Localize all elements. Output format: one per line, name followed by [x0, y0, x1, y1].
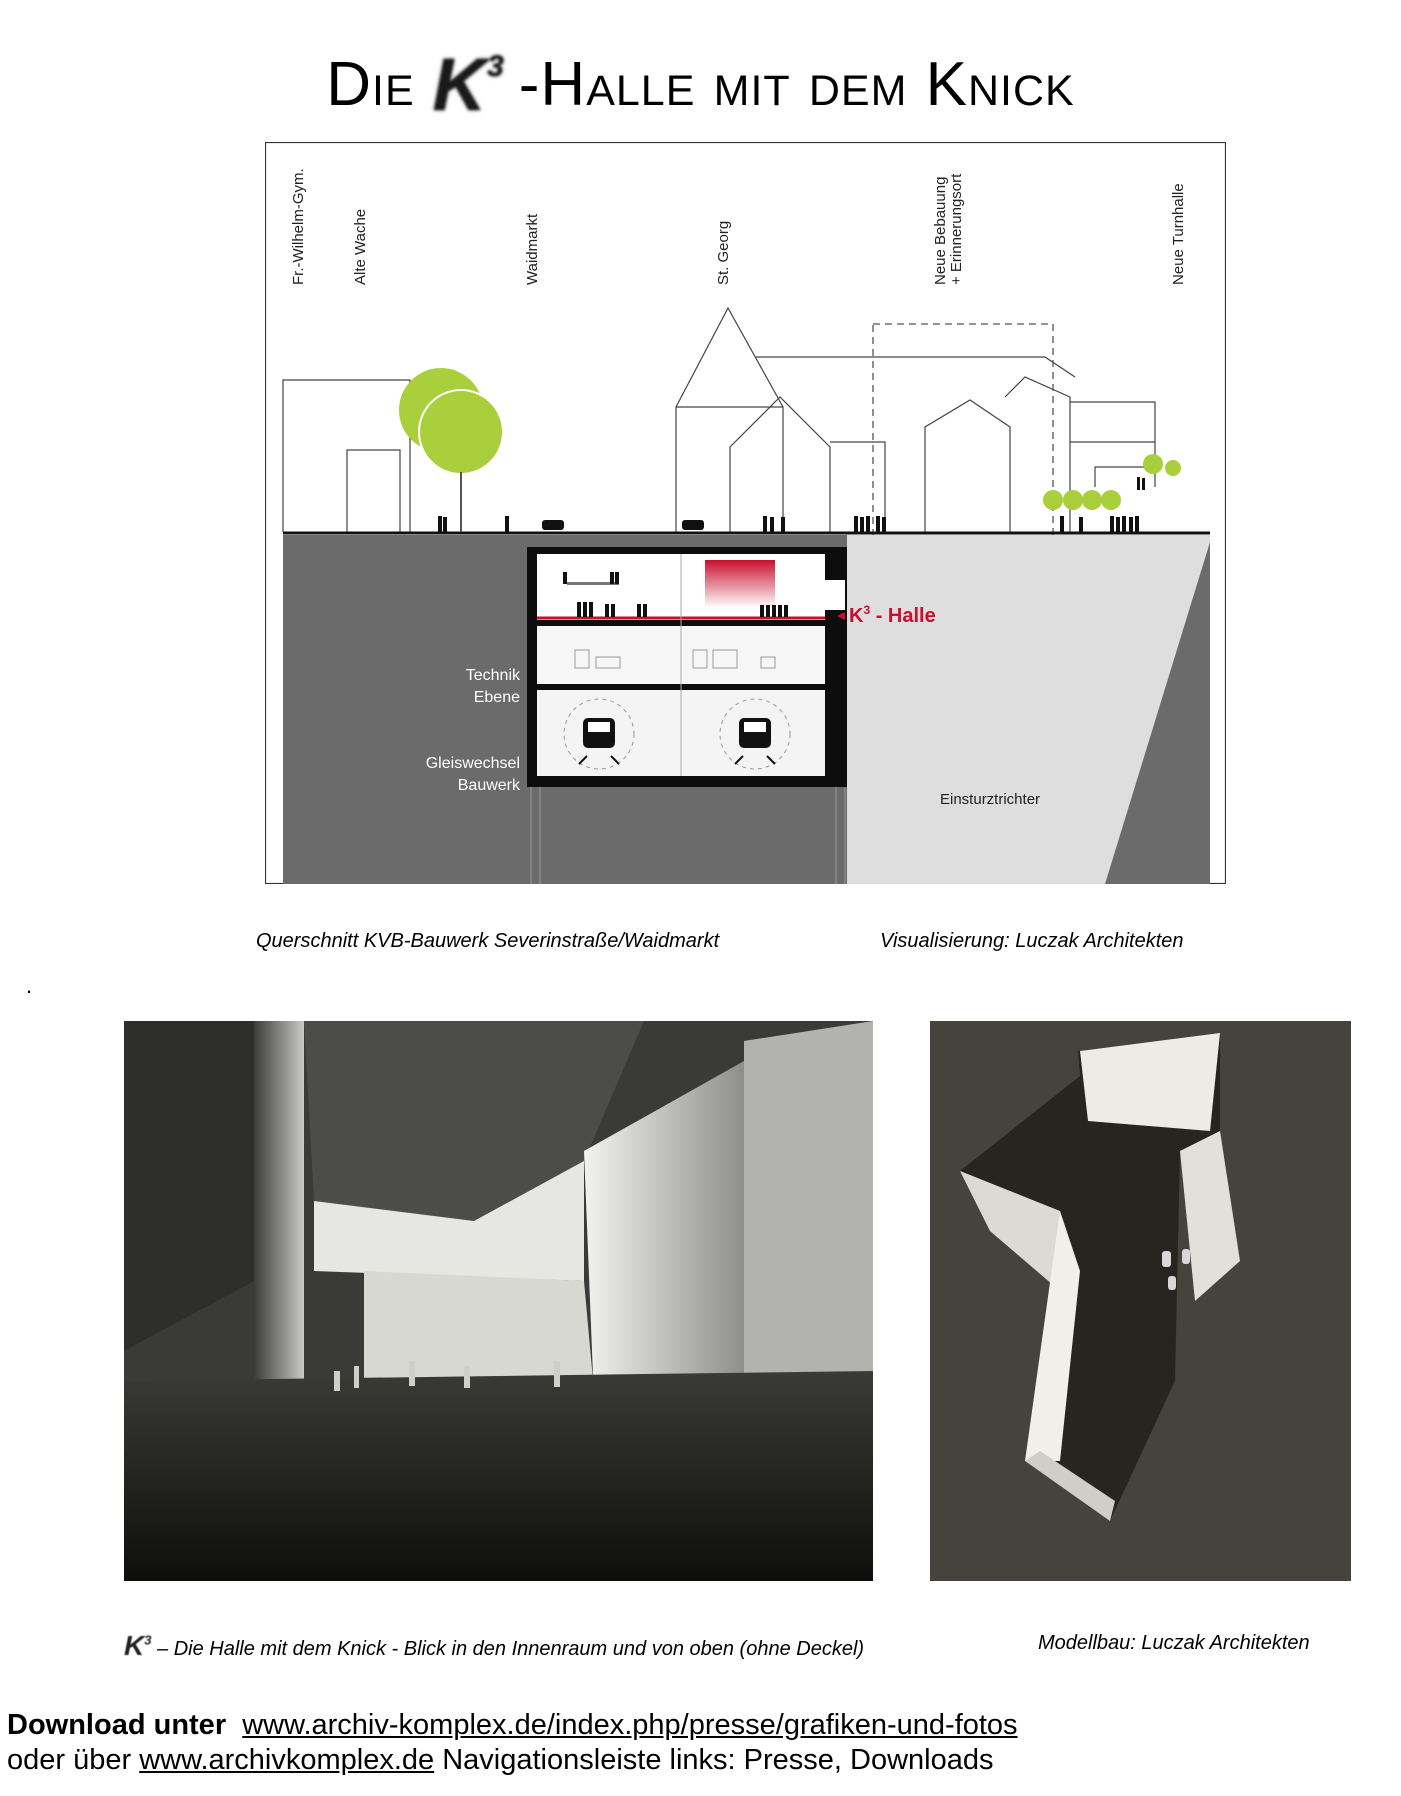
download-line-1 [7, 1711, 1018, 1740]
logo-letter: K [432, 43, 488, 126]
section-caption-left: Querschnitt KVB-Bauwerk Severinstraße/Waidmarkt [256, 930, 720, 952]
download-link-home[interactable]: www.archivkomplex.de [139, 1744, 435, 1776]
hall-installation-red [705, 560, 775, 608]
model-top-view-photo [930, 1021, 1351, 1581]
download-label: Download unter [7, 1709, 227, 1741]
model-interior-photo [124, 1021, 873, 1581]
download-prefix: oder über [7, 1744, 132, 1776]
funnel-label: Einsturztrichter [940, 791, 1041, 808]
label-neue-bebauung: Neue Bebauung [932, 176, 949, 285]
logo-superscript: 3 [487, 50, 505, 84]
label-erinnerungsort: + Erinnerungsort [948, 173, 965, 285]
label-waidmarkt: Waidmarkt [524, 213, 541, 285]
download-line-2 [7, 1746, 993, 1775]
k3-hall-label: $K^3$ - Halle [849, 603, 936, 627]
cross-section-figure [265, 142, 1226, 884]
gleis-label-line2: Bauwerk [457, 777, 520, 794]
separator-dot: . [26, 973, 33, 998]
photo-caption-text: – Die Halle mit dem Knick - Blick in den Innenraum und von oben (ohne Deckel) [151, 1638, 865, 1660]
label-neue-turnhalle: Neue Turnhalle [1170, 183, 1187, 285]
title-prefix: Die [326, 50, 415, 119]
gleis-label-line1: Gleiswechsel [425, 755, 520, 772]
section-caption-right: Visualisierung: Luczak Architekten [880, 930, 1184, 952]
photo-caption-k3-logo: $K^3$ [124, 1630, 152, 1661]
technik-label-line2: Ebene [473, 689, 520, 706]
title-suffix: -Halle mit dem Knick [518, 50, 1075, 119]
download-suffix: Navigationsleiste links: Presse, Downloads [434, 1744, 994, 1776]
cross-section-svg [265, 142, 1226, 884]
page-title [0, 43, 1401, 126]
label-fr-wilhelm-gym: Fr.-Wilhelm-Gym. [290, 168, 307, 285]
k3-logo [432, 43, 505, 126]
photo-credit: Modellbau: Luczak Architekten [1038, 1632, 1310, 1654]
label-alte-wache: Alte Wache [352, 208, 369, 285]
download-link-presse[interactable]: www.archiv-komplex.de/index.php/presse/grafiken-und-fotos [242, 1709, 1018, 1741]
technik-label-line1: Technik [465, 667, 520, 684]
photo-caption [124, 1630, 864, 1662]
label-st-georg: St. Georg [715, 220, 732, 285]
